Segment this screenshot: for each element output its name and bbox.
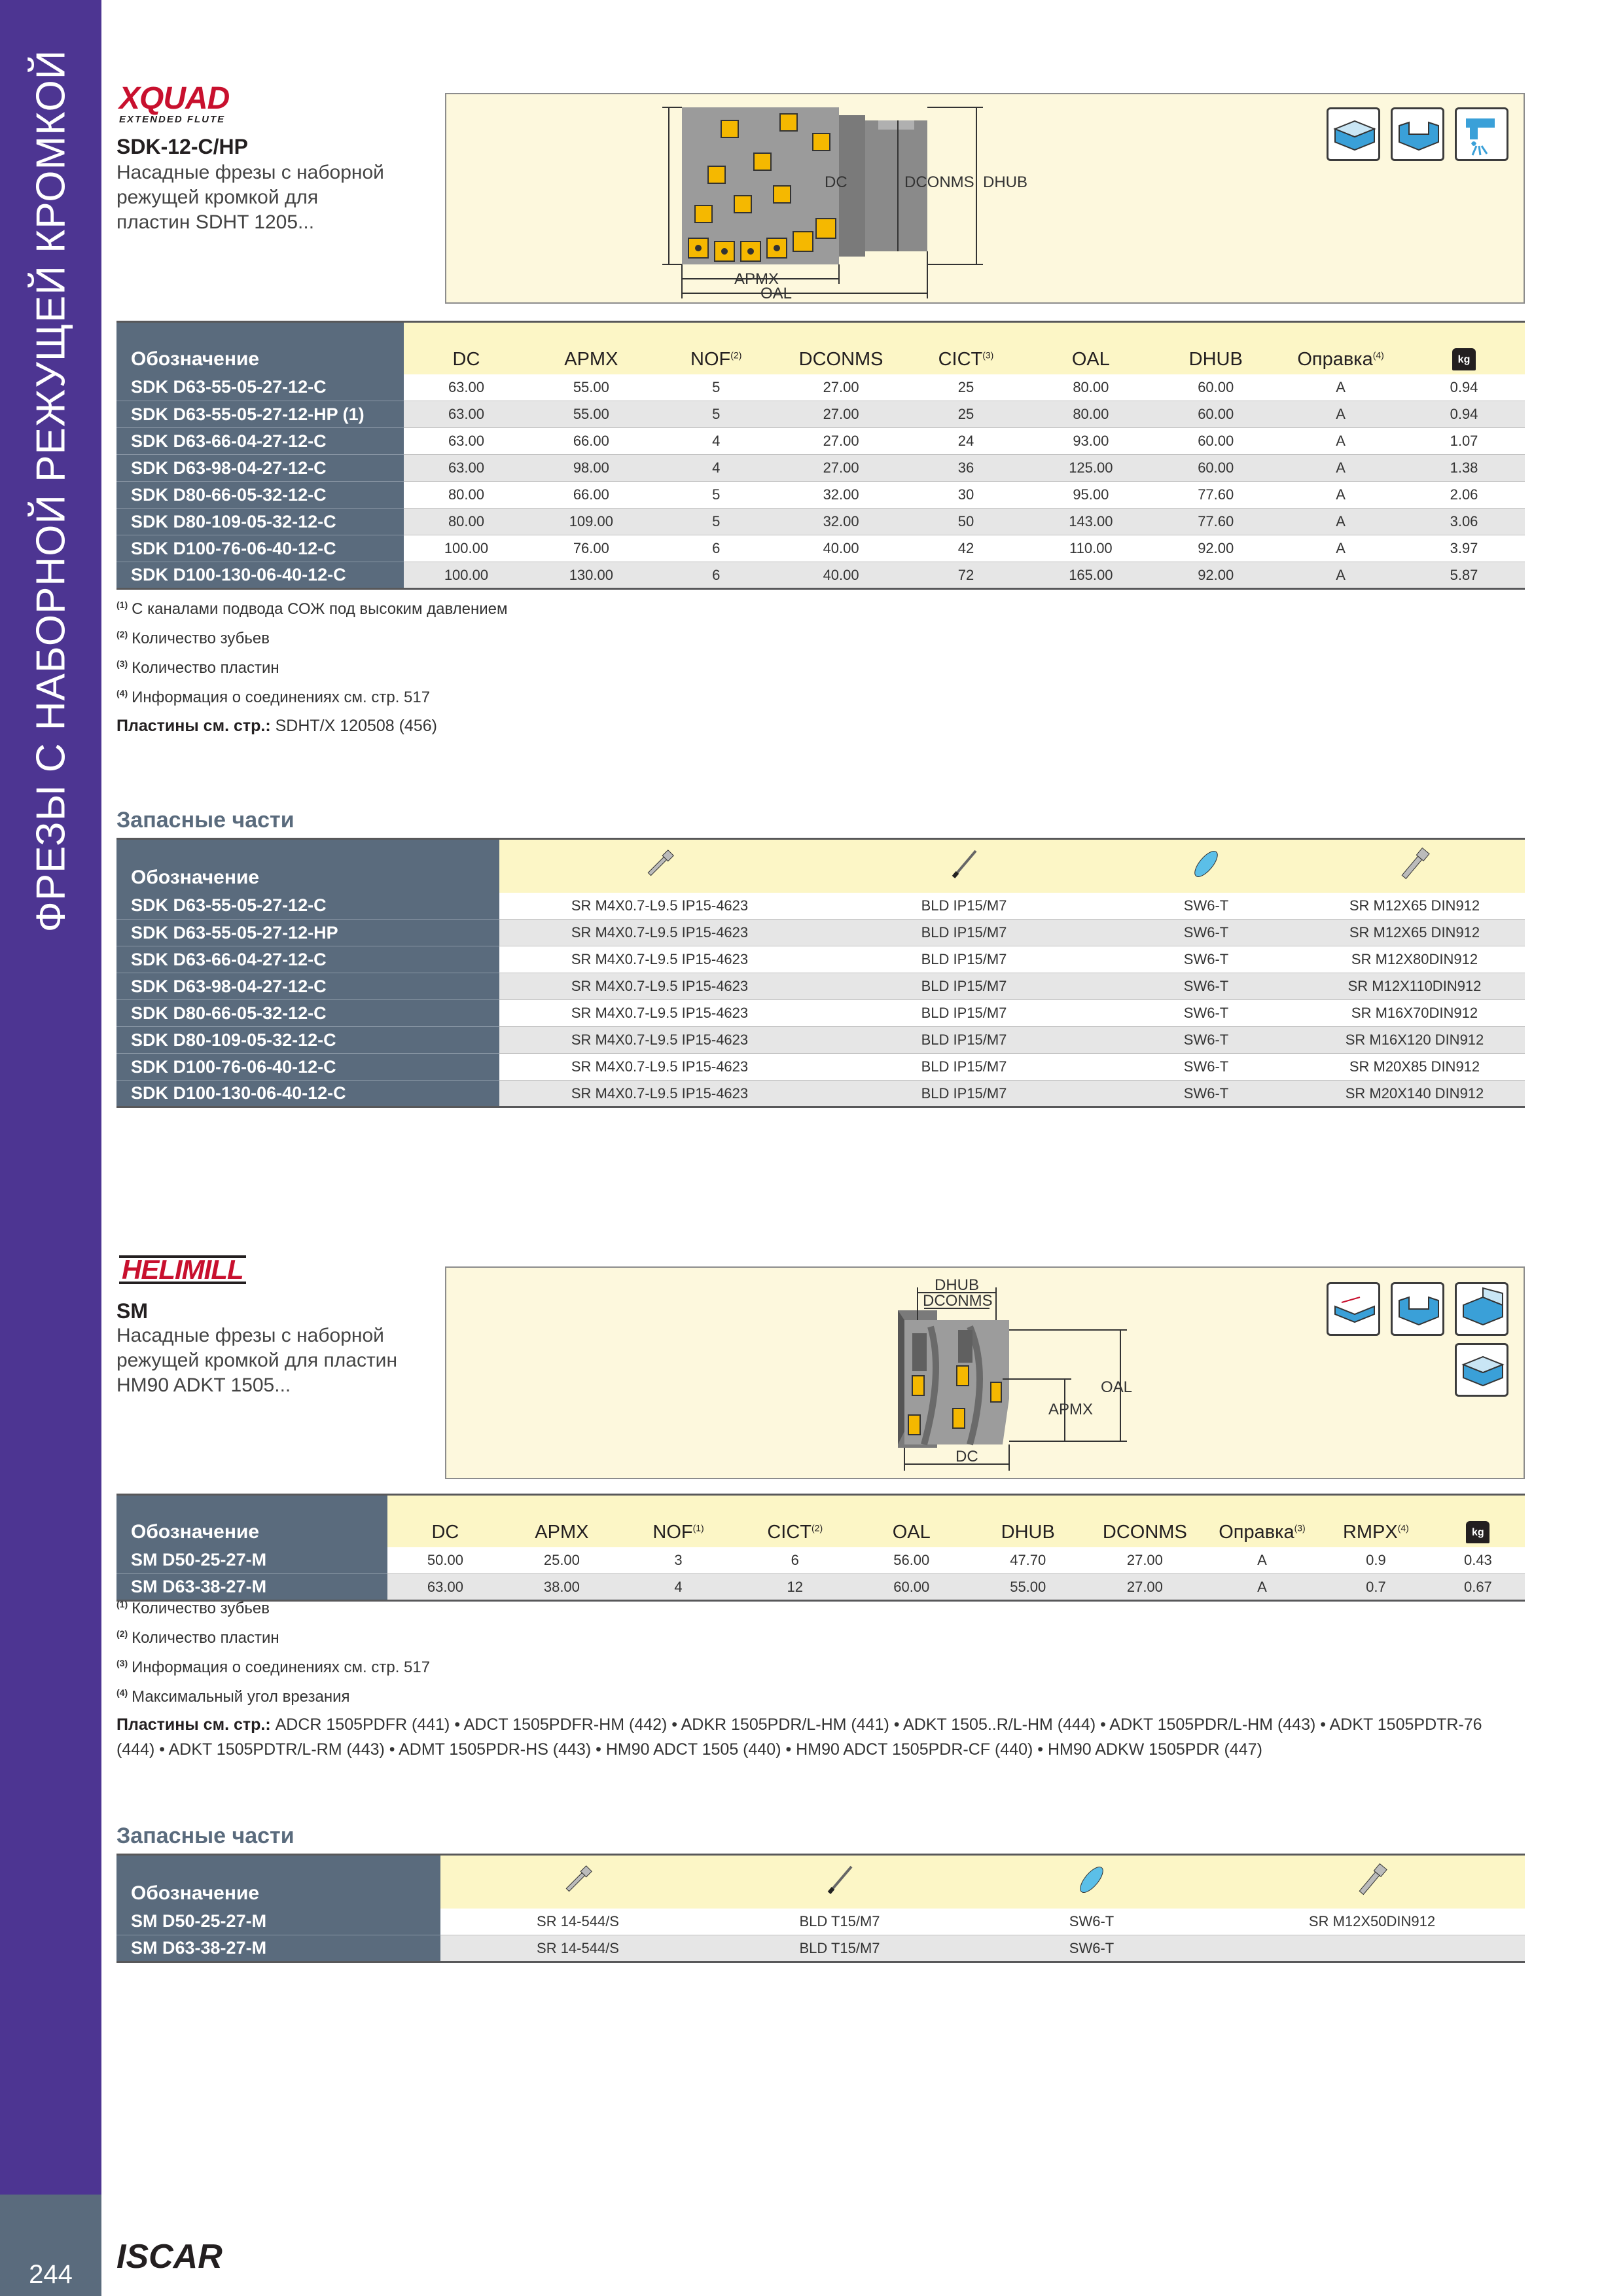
row-designation: SM D63-38-27-M bbox=[116, 1574, 387, 1601]
table-row bbox=[116, 1081, 1525, 1107]
table-cell: SW6-T bbox=[1108, 946, 1304, 973]
table-cell: 0.67 bbox=[1431, 1574, 1525, 1601]
table-cell: SR M12X80DIN912 bbox=[1304, 946, 1525, 973]
key-blade-icon bbox=[820, 839, 1108, 893]
footnote-mark: (2) bbox=[116, 1628, 128, 1639]
oal-label: OAL bbox=[760, 285, 793, 302]
xquad-logo bbox=[119, 81, 230, 125]
table-cell: 66.00 bbox=[529, 428, 654, 455]
row-designation: SDK D80-66-05-32-12-C bbox=[116, 482, 404, 509]
footnote bbox=[116, 681, 508, 710]
tool-drawing-panel bbox=[445, 93, 1525, 304]
description-line: режущей кромкой для bbox=[116, 187, 319, 208]
table-row bbox=[116, 920, 1525, 946]
footnotes bbox=[116, 592, 508, 710]
table-cell: 1.38 bbox=[1403, 455, 1525, 482]
table-cell: 63.00 bbox=[404, 374, 529, 401]
col-nof: NOF$^{(1)}$ bbox=[620, 1495, 736, 1547]
col-nof: NOF$^{(2)}$ bbox=[654, 322, 779, 374]
table-cell: 5 bbox=[654, 401, 779, 428]
footnote-mark: (3) bbox=[116, 1658, 128, 1668]
footnote-mark: (4) bbox=[116, 688, 128, 698]
row-designation: SDK D63-98-04-27-12-C bbox=[116, 973, 499, 1000]
section-title: ФРЕЗЫ С НАБОРНОЙ РЕЖУЩЕЙ КРОМКОЙ bbox=[28, 49, 74, 933]
table-cell: A bbox=[1278, 509, 1403, 535]
footnote-text: Количество зубьев bbox=[132, 1600, 270, 1617]
table-row bbox=[116, 455, 1525, 482]
footnote-text: Количество пластин bbox=[132, 1629, 279, 1647]
row-designation: SM D50-25-27-M bbox=[116, 1909, 440, 1935]
table-cell: SW6-T bbox=[964, 1909, 1219, 1935]
footnote-text: Количество зубьев bbox=[132, 630, 270, 647]
table-cell: SW6-T bbox=[1108, 893, 1304, 920]
table-cell: 0.9 bbox=[1321, 1547, 1431, 1574]
inserts-reference bbox=[116, 713, 1524, 738]
table-cell: SR M20X140 DIN912 bbox=[1304, 1081, 1525, 1107]
page-number: 244 bbox=[29, 2260, 73, 2289]
table-cell: 1.07 bbox=[1403, 428, 1525, 455]
table-cell: 63.00 bbox=[404, 428, 529, 455]
col-dconms: DCONMS bbox=[779, 322, 904, 374]
table-cell: 38.00 bbox=[503, 1574, 620, 1601]
table-cell: 98.00 bbox=[529, 455, 654, 482]
table-cell: SR M12X110DIN912 bbox=[1304, 973, 1525, 1000]
table-cell: 3.97 bbox=[1403, 535, 1525, 562]
table-row bbox=[116, 535, 1525, 562]
plunging-icon bbox=[1455, 1343, 1508, 1397]
table-header-row bbox=[116, 322, 1525, 374]
table-cell: 2.06 bbox=[1403, 482, 1525, 509]
footnote-text: Количество пластин bbox=[132, 659, 279, 677]
table-cell: SR M4X0.7-L9.5 IP15-4623 bbox=[499, 1054, 820, 1081]
table-cell: SW6-T bbox=[1108, 1000, 1304, 1027]
product-description bbox=[116, 160, 384, 235]
col-dc: DC bbox=[404, 322, 529, 374]
product-title: SDK-12-C/HP bbox=[116, 135, 248, 158]
description-line: HM90 ADKT 1505... bbox=[116, 1374, 291, 1396]
dhub-label: DHUB bbox=[935, 1276, 980, 1294]
table-cell: 125.00 bbox=[1028, 455, 1153, 482]
logo-sub: EXTENDED FLUTE bbox=[119, 114, 226, 125]
table-cell: 30 bbox=[904, 482, 1029, 509]
table-cell: 80.00 bbox=[1028, 401, 1153, 428]
table-cell: 60.00 bbox=[853, 1574, 970, 1601]
table-cell: 40.00 bbox=[779, 535, 904, 562]
table-cell: 55.00 bbox=[529, 401, 654, 428]
table-cell: BLD IP15/M7 bbox=[820, 1000, 1108, 1027]
inserts-reference bbox=[116, 1712, 1497, 1762]
spare-parts-table-sm bbox=[116, 1854, 1525, 1963]
table-cell: 66.00 bbox=[529, 482, 654, 509]
table-cell: SW6-T bbox=[1108, 1081, 1304, 1107]
col-dhub: DHUB bbox=[1153, 322, 1278, 374]
table-cell: 80.00 bbox=[404, 509, 529, 535]
key-blade-icon bbox=[715, 1855, 964, 1909]
row-designation: SM D50-25-27-M bbox=[116, 1547, 387, 1574]
footnote bbox=[116, 592, 508, 622]
table-row bbox=[116, 1909, 1525, 1935]
shoulder-milling-icon bbox=[1391, 1282, 1444, 1336]
col-arbor: Оправка$^{(4)}$ bbox=[1278, 322, 1403, 374]
spares-header-row bbox=[116, 839, 1525, 893]
table-cell: A bbox=[1278, 374, 1403, 401]
screw-icon bbox=[499, 839, 820, 893]
table-cell: 77.60 bbox=[1153, 482, 1278, 509]
table-cell: A bbox=[1278, 428, 1403, 455]
table-cell: SR M12X65 DIN912 bbox=[1304, 920, 1525, 946]
table-cell: A bbox=[1278, 535, 1403, 562]
footnote-text: Максимальный угол врезания bbox=[132, 1688, 350, 1706]
table-cell: 42 bbox=[904, 535, 1029, 562]
table-cell: 5 bbox=[654, 482, 779, 509]
table-cell: 63.00 bbox=[387, 1574, 504, 1601]
row-designation: SDK D63-55-05-27-12-C bbox=[116, 374, 404, 401]
table-row bbox=[116, 1547, 1525, 1574]
table-cell: 6 bbox=[654, 535, 779, 562]
table-cell: 77.60 bbox=[1153, 509, 1278, 535]
inserts-list: ADCR 1505PDFR (441) • ADCT 1505PDFR-HM (442) • ADKR 1505PDR/L-HM (441) • ADKT 1505..R/L-HM (444) • ADKT 1505PDR/L-HM (443) • ADKT 1505PDTR-76 (444) • ADKT 1505PDTR/L-RM (443) • ADMT 1505PDR-HS (443) • HM90 ADCT 1505 (440) • HM90 ADCT 1505PDR-CF (440) • HM90 ADKW 1505PDR (447) bbox=[116, 1715, 1482, 1759]
table-cell: BLD IP15/M7 bbox=[820, 893, 1108, 920]
table-cell: 4 bbox=[654, 455, 779, 482]
table-cell: 60.00 bbox=[1153, 455, 1278, 482]
table-cell: SR M4X0.7-L9.5 IP15-4623 bbox=[499, 893, 820, 920]
table-cell: A bbox=[1204, 1574, 1321, 1601]
table-cell: 32.00 bbox=[779, 482, 904, 509]
footnote-mark: (3) bbox=[116, 658, 128, 669]
oal-label: OAL bbox=[1101, 1378, 1133, 1396]
row-designation: SDK D100-130-06-40-12-C bbox=[116, 562, 404, 589]
table-cell: 27.00 bbox=[779, 401, 904, 428]
row-designation: SM D63-38-27-M bbox=[116, 1935, 440, 1962]
table-cell: SW6-T bbox=[964, 1935, 1219, 1962]
shoulder-milling-icon bbox=[1327, 107, 1380, 161]
dhub-label: DHUB bbox=[983, 173, 1028, 191]
product-title: SM bbox=[116, 1299, 148, 1323]
weight-kg-icon: kg bbox=[1452, 348, 1476, 370]
table-cell: 60.00 bbox=[1153, 374, 1278, 401]
col-rmpx: RMPX$^{(4)}$ bbox=[1321, 1495, 1431, 1547]
table-cell: 76.00 bbox=[529, 535, 654, 562]
table-row bbox=[116, 893, 1525, 920]
table-row bbox=[116, 1000, 1525, 1027]
table-cell: 6 bbox=[654, 562, 779, 589]
table-cell: 63.00 bbox=[404, 401, 529, 428]
row-designation: SDK D80-66-05-32-12-C bbox=[116, 1000, 499, 1027]
dconms-label: DCONMS bbox=[904, 173, 974, 191]
table-cell: BLD IP15/M7 bbox=[820, 1027, 1108, 1054]
face-milling-icon bbox=[1455, 1282, 1508, 1336]
dconms-label: DCONMS bbox=[923, 1292, 993, 1310]
table-cell: A bbox=[1278, 482, 1403, 509]
col-oal: OAL bbox=[1028, 322, 1153, 374]
table-cell: 72 bbox=[904, 562, 1029, 589]
col-designation: Обозначение bbox=[116, 1855, 440, 1909]
col-designation: Обозначение bbox=[116, 839, 499, 893]
table-cell: 25 bbox=[904, 374, 1029, 401]
table-cell: A bbox=[1278, 562, 1403, 589]
inserts-label: Пластины см. стр.: bbox=[116, 717, 271, 735]
table-row bbox=[116, 1027, 1525, 1054]
table-cell: SR M4X0.7-L9.5 IP15-4623 bbox=[499, 1000, 820, 1027]
table-cell: 80.00 bbox=[404, 482, 529, 509]
table-cell: 3 bbox=[620, 1547, 736, 1574]
table-cell: 100.00 bbox=[404, 535, 529, 562]
product-description bbox=[116, 1323, 397, 1398]
table-cell: SR M4X0.7-L9.5 IP15-4623 bbox=[499, 1027, 820, 1054]
table-cell: BLD IP15/M7 bbox=[820, 920, 1108, 946]
table-cell: 92.00 bbox=[1153, 535, 1278, 562]
brand-name: ISCAR bbox=[116, 2238, 223, 2276]
table-cell: 92.00 bbox=[1153, 562, 1278, 589]
screw-icon bbox=[440, 1855, 715, 1909]
table-cell: 5 bbox=[654, 374, 779, 401]
spares-table-body bbox=[116, 1909, 1525, 1962]
table-cell: BLD IP15/M7 bbox=[820, 946, 1108, 973]
table-cell: SR M4X0.7-L9.5 IP15-4623 bbox=[499, 973, 820, 1000]
footnote bbox=[116, 651, 508, 681]
spare-parts-title: Запасные части bbox=[116, 1823, 294, 1848]
spare-parts-table-sdk bbox=[116, 838, 1525, 1108]
inserts-list: SDHT/X 120508 (456) bbox=[275, 717, 437, 735]
table-cell: 4 bbox=[654, 428, 779, 455]
table-cell: 6 bbox=[737, 1547, 853, 1574]
table-cell: 0.94 bbox=[1403, 401, 1525, 428]
col-dconms: DCONMS bbox=[1086, 1495, 1204, 1547]
table-cell: 93.00 bbox=[1028, 428, 1153, 455]
apmx-label: APMX bbox=[1048, 1401, 1094, 1418]
footnotes bbox=[116, 1592, 430, 1710]
table-cell: 47.70 bbox=[970, 1547, 1086, 1574]
slotting-icon bbox=[1391, 107, 1444, 161]
table-cell bbox=[1219, 1935, 1525, 1962]
table-cell: 95.00 bbox=[1028, 482, 1153, 509]
table-cell: 60.00 bbox=[1153, 428, 1278, 455]
footnote bbox=[116, 1621, 430, 1651]
footnote bbox=[116, 1680, 430, 1710]
hex-bolt-icon bbox=[1219, 1855, 1525, 1909]
row-designation: SDK D100-76-06-40-12-C bbox=[116, 535, 404, 562]
table-cell: 24 bbox=[904, 428, 1029, 455]
table-cell: 56.00 bbox=[853, 1547, 970, 1574]
table-row bbox=[116, 1054, 1525, 1081]
table-cell: 5 bbox=[654, 509, 779, 535]
table-cell: 12 bbox=[737, 1574, 853, 1601]
table-cell: 109.00 bbox=[529, 509, 654, 535]
table-cell: SW6-T bbox=[1108, 1027, 1304, 1054]
footnote bbox=[116, 622, 508, 651]
table-cell: 165.00 bbox=[1028, 562, 1153, 589]
table-cell: 25 bbox=[904, 401, 1029, 428]
table-cell: SR 14-544/S bbox=[440, 1909, 715, 1935]
table-row bbox=[116, 428, 1525, 455]
table-cell: A bbox=[1278, 455, 1403, 482]
table-cell: 50 bbox=[904, 509, 1029, 535]
helimill-logo bbox=[119, 1255, 246, 1284]
table-row bbox=[116, 1935, 1525, 1962]
spec-table-sdk bbox=[116, 321, 1525, 590]
footnote-text: Информация о соединениях см. стр. 517 bbox=[132, 1659, 431, 1676]
row-designation: SDK D63-66-04-27-12-C bbox=[116, 946, 499, 973]
footnote-text: С каналами подвода СОЖ под высоким давлением bbox=[132, 600, 508, 618]
row-designation: SDK D63-66-04-27-12-C bbox=[116, 428, 404, 455]
description-line: Насадные фрезы с наборной bbox=[116, 162, 384, 183]
table-row bbox=[116, 482, 1525, 509]
footnote-mark: (1) bbox=[116, 600, 128, 610]
table-cell: SR M4X0.7-L9.5 IP15-4623 bbox=[499, 920, 820, 946]
wrench-handle-icon bbox=[1108, 839, 1304, 893]
col-designation: Обозначение bbox=[116, 322, 404, 374]
table-cell: A bbox=[1278, 401, 1403, 428]
footnote-mark: (2) bbox=[116, 629, 128, 639]
col-cict: CICT$^{(3)}$ bbox=[904, 322, 1029, 374]
table-cell: 27.00 bbox=[779, 374, 904, 401]
footnote bbox=[116, 1592, 430, 1621]
table-cell: 80.00 bbox=[1028, 374, 1153, 401]
cutter-body bbox=[682, 107, 927, 264]
row-designation: SDK D63-55-05-27-12-HP bbox=[116, 920, 499, 946]
dc-label: DC bbox=[955, 1448, 978, 1465]
table-row bbox=[116, 401, 1525, 428]
table-row bbox=[116, 374, 1525, 401]
table-cell: SW6-T bbox=[1108, 1054, 1304, 1081]
table-cell: A bbox=[1204, 1547, 1321, 1574]
table-cell: 36 bbox=[904, 455, 1029, 482]
table-cell: 3.06 bbox=[1403, 509, 1525, 535]
table-cell: SR M20X85 DIN912 bbox=[1304, 1054, 1525, 1081]
table-row bbox=[116, 562, 1525, 589]
weight-kg-icon: kg bbox=[1466, 1521, 1489, 1543]
table-cell: SR 14-544/S bbox=[440, 1935, 715, 1962]
inserts-label: Пластины см. стр.: bbox=[116, 1715, 271, 1734]
table-cell: 4 bbox=[620, 1574, 736, 1601]
table-cell: SR M4X0.7-L9.5 IP15-4623 bbox=[499, 1081, 820, 1107]
footnote-mark: (4) bbox=[116, 1687, 128, 1698]
table-row bbox=[116, 509, 1525, 535]
logo-main: XQUAD bbox=[119, 81, 230, 116]
table-header-row bbox=[116, 1495, 1525, 1547]
row-designation: SDK D80-109-05-32-12-C bbox=[116, 1027, 499, 1054]
table-cell: 60.00 bbox=[1153, 401, 1278, 428]
table-cell: 32.00 bbox=[779, 509, 904, 535]
table-cell: 40.00 bbox=[779, 562, 904, 589]
description-line: режущей кромкой для пластин bbox=[116, 1350, 398, 1371]
col-dc: DC bbox=[387, 1495, 504, 1547]
description-line: пластин SDHT 1205... bbox=[116, 211, 315, 233]
table-cell: BLD IP15/M7 bbox=[820, 973, 1108, 1000]
table-cell: 130.00 bbox=[529, 562, 654, 589]
spare-parts-title: Запасные части bbox=[116, 808, 294, 833]
col-designation: Обозначение bbox=[116, 1495, 387, 1547]
table-cell: BLD T15/M7 bbox=[715, 1935, 964, 1962]
table-cell: BLD IP15/M7 bbox=[820, 1054, 1108, 1081]
col-weight bbox=[1431, 1495, 1525, 1547]
table-cell: 63.00 bbox=[404, 455, 529, 482]
footnote-text: Информация о соединениях см. стр. 517 bbox=[132, 689, 431, 706]
table-cell: 0.43 bbox=[1431, 1547, 1525, 1574]
spec-table-body bbox=[116, 374, 1525, 589]
table-cell: SR M4X0.7-L9.5 IP15-4623 bbox=[499, 946, 820, 973]
table-cell: 27.00 bbox=[779, 428, 904, 455]
col-apmx: APMX bbox=[503, 1495, 620, 1547]
row-designation: SDK D100-130-06-40-12-C bbox=[116, 1081, 499, 1107]
table-row bbox=[116, 973, 1525, 1000]
table-cell: 55.00 bbox=[970, 1574, 1086, 1601]
section-sidebar bbox=[0, 0, 101, 2195]
table-cell: SW6-T bbox=[1108, 920, 1304, 946]
coolant-tap-icon bbox=[1455, 107, 1508, 161]
spec-table-sm bbox=[116, 1494, 1525, 1602]
col-cict: CICT$^{(2)}$ bbox=[737, 1495, 853, 1547]
hex-bolt-icon bbox=[1304, 839, 1525, 893]
table-cell: 27.00 bbox=[779, 455, 904, 482]
apmx-label: APMX bbox=[734, 270, 779, 288]
row-designation: SDK D63-55-05-27-12-C bbox=[116, 893, 499, 920]
logo-main: HELIMILL bbox=[119, 1255, 246, 1284]
col-apmx: APMX bbox=[529, 322, 654, 374]
table-cell: 50.00 bbox=[387, 1547, 504, 1574]
table-cell: 143.00 bbox=[1028, 509, 1153, 535]
footnote bbox=[116, 1651, 430, 1680]
table-cell: SR M16X70DIN912 bbox=[1304, 1000, 1525, 1027]
table-cell: 110.00 bbox=[1028, 535, 1153, 562]
table-cell: SR M16X120 DIN912 bbox=[1304, 1027, 1525, 1054]
table-cell: BLD IP15/M7 bbox=[820, 1081, 1108, 1107]
col-oal: OAL bbox=[853, 1495, 970, 1547]
table-cell: 0.94 bbox=[1403, 374, 1525, 401]
table-cell: 25.00 bbox=[503, 1547, 620, 1574]
col-weight bbox=[1403, 322, 1525, 374]
tool-drawing-panel bbox=[445, 1266, 1525, 1479]
wrench-handle-icon bbox=[964, 1855, 1219, 1909]
row-designation: SDK D63-55-05-27-12-HP (1) bbox=[116, 401, 404, 428]
col-dhub: DHUB bbox=[970, 1495, 1086, 1547]
col-arbor: Оправка$^{(3)}$ bbox=[1204, 1495, 1321, 1547]
table-cell: SW6-T bbox=[1108, 973, 1304, 1000]
table-cell: 5.87 bbox=[1403, 562, 1525, 589]
dc-label: DC bbox=[825, 173, 847, 191]
ramping-icon bbox=[1327, 1282, 1380, 1336]
row-designation: SDK D80-109-05-32-12-C bbox=[116, 509, 404, 535]
table-cell: 27.00 bbox=[1086, 1574, 1204, 1601]
footnote-mark: (1) bbox=[116, 1599, 128, 1609]
table-cell: BLD T15/M7 bbox=[715, 1909, 964, 1935]
spares-table-body bbox=[116, 893, 1525, 1107]
table-cell: 0.7 bbox=[1321, 1574, 1431, 1601]
cutter-body bbox=[898, 1310, 1009, 1448]
table-cell: 100.00 bbox=[404, 562, 529, 589]
spares-header-row bbox=[116, 1855, 1525, 1909]
table-cell: 55.00 bbox=[529, 374, 654, 401]
row-designation: SDK D100-76-06-40-12-C bbox=[116, 1054, 499, 1081]
table-cell: SR M12X65 DIN912 bbox=[1304, 893, 1525, 920]
description-line: Насадные фрезы с наборной bbox=[116, 1325, 384, 1346]
table-cell: 27.00 bbox=[1086, 1547, 1204, 1574]
table-cell: SR M12X50DIN912 bbox=[1219, 1909, 1525, 1935]
row-designation: SDK D63-98-04-27-12-C bbox=[116, 455, 404, 482]
table-row bbox=[116, 946, 1525, 973]
